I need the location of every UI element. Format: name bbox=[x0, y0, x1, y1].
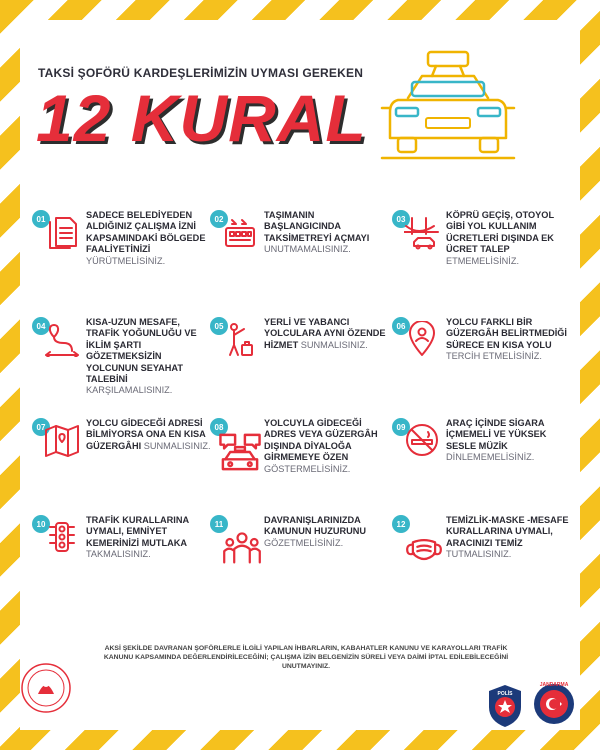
rule-text: YOLCUYLA GİDECEĞİ ADRES VEYA GÜZERGÂH DIŞINDA DİYALOĞA GİRMEMEYE ÖZEN bbox=[264, 418, 378, 463]
ministry-seal-icon bbox=[20, 662, 72, 714]
rule-text: YOLCU GİDECEĞİ ADRESİ BİLMİYORSA ONA EN KISA GÜZERGÂHI bbox=[86, 418, 206, 451]
rule-number-badge: 09 bbox=[392, 418, 410, 436]
rule-item bbox=[392, 210, 572, 308]
rule-item bbox=[210, 210, 390, 308]
rule-number-badge: 10 bbox=[32, 515, 50, 533]
rule-text: ARAÇ İÇİNDE SİGARA İÇMEMELİ VE YÜKSEK SESLE MÜZİK bbox=[446, 418, 547, 451]
header-title: 12 KURAL bbox=[36, 81, 367, 155]
rule-verb: TERCİH ETMELİSİNİZ. bbox=[446, 351, 542, 362]
rule-item bbox=[210, 515, 390, 613]
rule-verb: SUNMALISINIZ. bbox=[300, 339, 368, 350]
rule-verb: TAKMALISINIZ. bbox=[86, 549, 151, 560]
rule-number-badge: 02 bbox=[210, 210, 228, 228]
rule-text: YOLCU FARKLI BİR GÜZERGÂH BELİRTMEDİĞİ SÜRECE EN KISA YOLU bbox=[446, 317, 567, 350]
gendarmerie-emblem-icon bbox=[532, 678, 576, 728]
people-icon bbox=[222, 529, 262, 569]
rule-number-badge: 01 bbox=[32, 210, 50, 228]
rule-number-badge: 05 bbox=[210, 317, 228, 335]
bridge-car-icon bbox=[404, 214, 440, 250]
passenger-luggage-icon bbox=[222, 321, 258, 357]
rule-text: TEMİZLİK-MASKE -MESAFE KURALLARINA UYMALI, ARACINIZI TEMİZ bbox=[446, 515, 569, 548]
rule-text: YERLİ VE YABANCI YOLCULARA AYNI ÖZENDE HİZMET bbox=[264, 317, 386, 350]
rule-verb: ETMEMELİSİNİZ. bbox=[446, 255, 519, 266]
footer-warning: AKSİ ŞEKİLDE DAVRANAN ŞOFÖRLERLE İLGİLİ YAPILAN İHBARLARIN, KABAHATLER KANUNU VE KARAYOLLARI TRAFİK KANUNU KAPSAMINDA DEĞERLENDİRİLECEĞİNİ; ÇALIŞMA İZİN BELGENİZİN SÜRELİ VEYA DAİMİ İPTAL EDİLEBİLECEĞİNİ UNUTMAYINIZ. bbox=[103, 645, 509, 670]
rule-verb: GÖZETMELİSİNİZ. bbox=[264, 537, 344, 548]
rule-item bbox=[392, 418, 572, 516]
rule-item bbox=[32, 418, 212, 516]
police-emblem-icon bbox=[487, 683, 523, 729]
rule-verb: GÖSTERMELİSİNİZ. bbox=[264, 463, 351, 474]
route-icon bbox=[44, 321, 80, 357]
location-pin-icon bbox=[404, 321, 440, 357]
rule-verb: TUTMALISINIZ. bbox=[446, 549, 512, 560]
rule-item bbox=[392, 515, 572, 613]
rule-number-badge: 07 bbox=[32, 418, 50, 436]
taxi-chat-icon bbox=[218, 430, 262, 474]
rule-text: KÖPRÜ GEÇİŞ, OTOYOL GİBİ YOL KULLANIM ÜCRETLERİ DIŞINDA EK ÜCRET TALEP bbox=[446, 210, 554, 255]
rule-item bbox=[32, 317, 212, 415]
rule-item bbox=[210, 317, 390, 415]
traffic-light-icon bbox=[44, 519, 80, 555]
rule-verb: YÜRÜTMELİSİNİZ. bbox=[86, 255, 166, 266]
document-icon bbox=[44, 214, 80, 250]
rule-item bbox=[210, 418, 390, 516]
rule-item bbox=[32, 515, 212, 613]
rule-number-badge: 12 bbox=[392, 515, 410, 533]
rule-verb: SUNMALISINIZ. bbox=[143, 440, 211, 451]
rule-text: SADECE BELEDİYEDEN ALDIĞINIZ ÇALIŞMA İZNİ KAPSAMINDAKİ BÖLGEDE FAALİYETİNİZİ bbox=[86, 210, 206, 255]
rule-item bbox=[32, 210, 212, 308]
map-icon bbox=[44, 422, 80, 458]
rule-text: DAVRANIŞLARINIZDA KAMUNUN HUZURUNU bbox=[264, 515, 367, 537]
no-smoking-icon bbox=[404, 422, 440, 458]
rule-number-badge: 11 bbox=[210, 515, 228, 533]
mask-icon bbox=[404, 529, 444, 569]
rule-verb: DİNLEMEMELİSİNİZ. bbox=[446, 452, 535, 463]
taximeter-icon bbox=[222, 214, 258, 250]
rule-number-badge: 08 bbox=[210, 418, 228, 436]
gendarmerie-emblem-text: JANDARMA bbox=[539, 682, 569, 688]
rule-number-badge: 04 bbox=[32, 317, 50, 335]
header-subtitle: TAKSİ ŞOFÖRÜ KARDEŞLERİMİZİN UYMASI GEREKEN bbox=[38, 66, 364, 80]
police-emblem-text: POLİS bbox=[497, 691, 513, 697]
rule-text: TRAFİK KURALLARINA UYMALI, EMNİYET KEMERİNİZİ MUTLAKA bbox=[86, 515, 189, 548]
rule-text: KISA-UZUN MESAFE, TRAFİK YOĞUNLUĞU VE İKLİM ŞARTI GÖZETMEKSİZİN YOLCUNUN SEYAHAT TALEBİNİ bbox=[86, 317, 197, 385]
rule-text: TAŞIMANIN BAŞLANGICINDA TAKSİMETREYİ AÇMAYI bbox=[264, 210, 370, 243]
rule-item bbox=[392, 317, 572, 415]
rule-verb: KARŞILAMALISINIZ. bbox=[86, 385, 173, 396]
taxi-illustration-icon bbox=[378, 46, 518, 166]
rule-number-badge: 03 bbox=[392, 210, 410, 228]
rule-verb: UNUTMAMALISINIZ. bbox=[264, 244, 351, 255]
rule-number-badge: 06 bbox=[392, 317, 410, 335]
